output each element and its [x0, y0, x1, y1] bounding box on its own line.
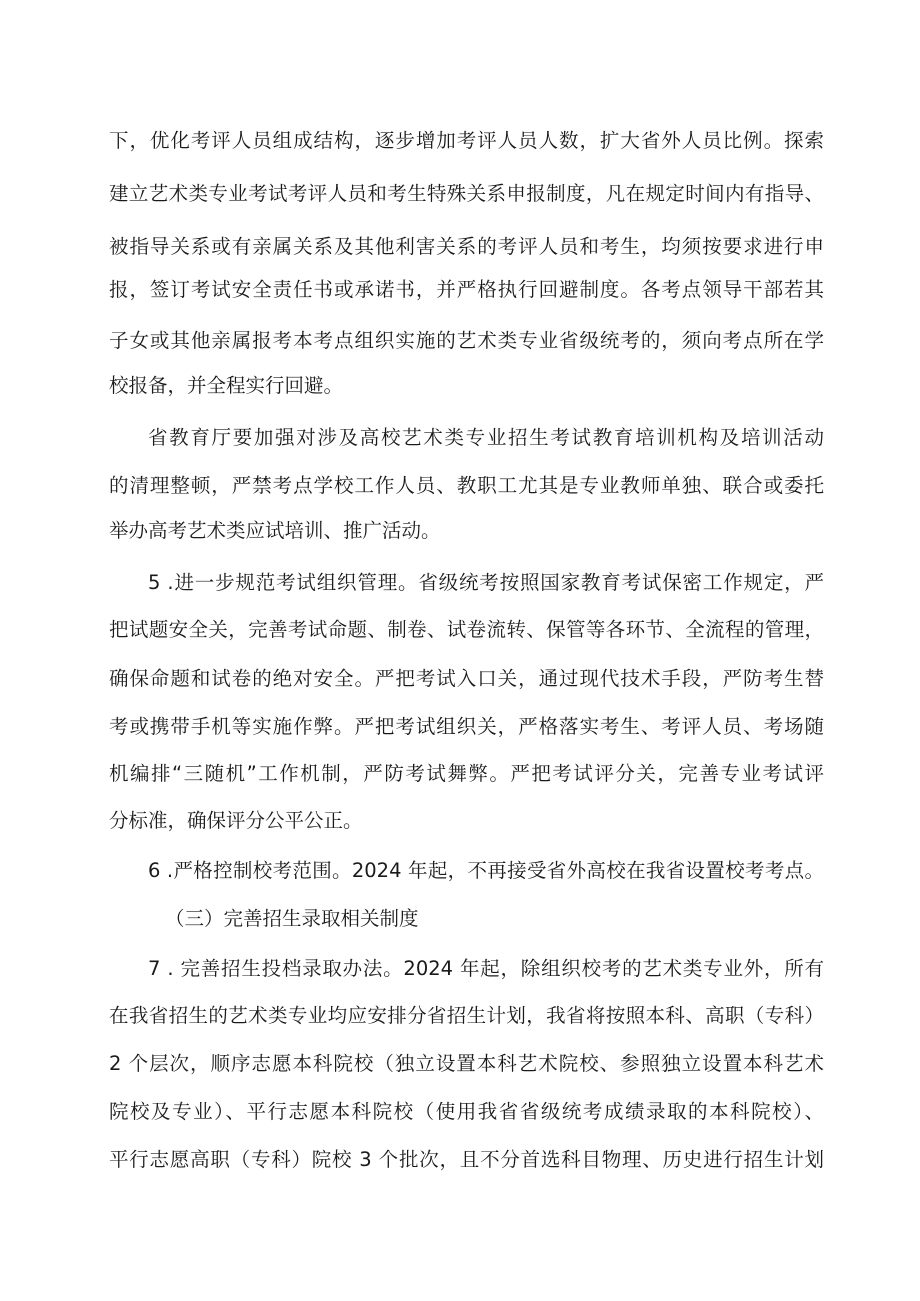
text-line: 6 .严格控制校考范围。2024 年起，不再接受省外高校在我省设置校考考点。	[148, 859, 824, 882]
text-line: 分标准，确保评分公平公正。	[109, 809, 363, 832]
text-line: 下，优化考评人员组成结构，逐步增加考评人员人数，扩大省外人员比例。探索	[109, 129, 824, 152]
text-line: 省教育厅要加强对涉及高校艺术类专业招生考试教育培训机构及培训活动	[148, 426, 824, 449]
section-heading: （三）完善招生录取相关制度	[165, 907, 419, 930]
text-line: 机编排“三随机”工作机制，严防考试舞弊。严把考试评分关，完善专业考试评	[109, 762, 824, 785]
text-line: 平行志愿高职（专科）院校 3 个批次，且不分首选科目物理、历史进行招生计划	[109, 1148, 824, 1171]
text-line: 2 个层次，顺序志愿本科院校（独立设置本科艺术院校、参照独立设置本科艺术	[109, 1052, 824, 1075]
text-line: 被指导关系或有亲属关系及其他利害关系的考评人员和考生，均须按要求进行申	[109, 235, 824, 258]
text-line: 报，签订考试安全责任书或承诺书，并严格执行回避制度。各考点领导干部若其	[109, 278, 824, 301]
text-line: 5 .进一步规范考试组织管理。省级统考按照国家教育考试保密工作规定，严	[148, 571, 824, 594]
text-line: 确保命题和试卷的绝对安全。严把考试入口关，通过现代技术手段，严防考生替	[109, 667, 824, 690]
text-line: 院校及专业）、平行志愿本科院校（使用我省省级统考成绩录取的本科院校）、	[109, 1100, 824, 1123]
text-line: 校报备，并全程实行回避。	[109, 374, 344, 397]
text-line: 7 . 完善招生投档录取办法。2024 年起，除组织校考的艺术类专业外，所有	[148, 957, 824, 980]
text-line: 子女或其他亲属报考本考点组织实施的艺术类专业省级统考的，须向考点所在学	[109, 329, 824, 352]
text-line: 的清理整顿，严禁考点学校工作人员、教职工尤其是专业教师单独、联合或委托	[109, 474, 824, 497]
text-line: 考或携带手机等实施作弊。严把考试组织关，严格落实考生、考评人员、考场随	[109, 715, 824, 738]
text-line: 举办高考艺术类应试培训、推广活动。	[109, 519, 441, 542]
text-line: 在我省招生的艺术类专业均应安排分省招生计划，我省将按照本科、高职（专科）	[109, 1004, 824, 1027]
text-line: 建立艺术类专业考试考评人员和考生特殊关系申报制度，凡在规定时间内有指导、	[109, 182, 824, 205]
text-line: 把试题安全关，完善考试命题、制卷、试卷流转、保管等各环节、全流程的管理，	[109, 618, 824, 641]
